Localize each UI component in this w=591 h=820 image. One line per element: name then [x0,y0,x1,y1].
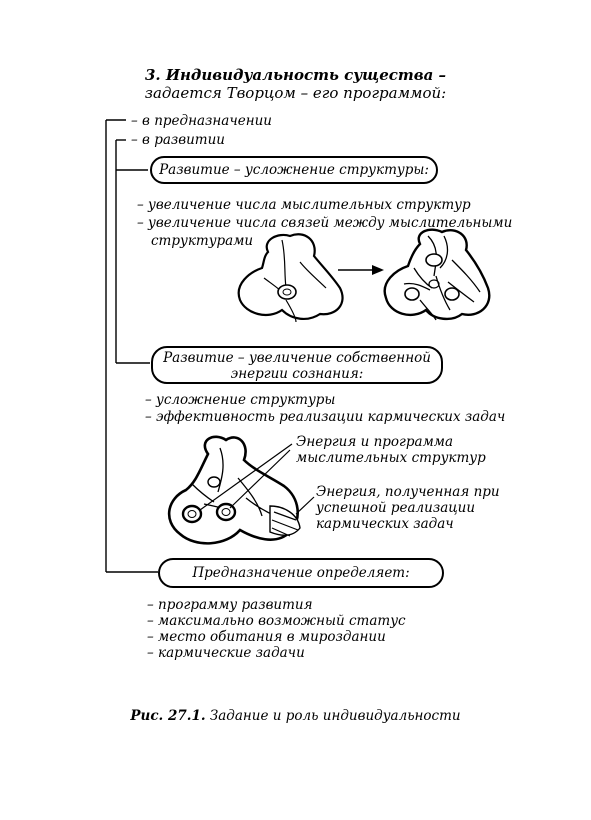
annotation1-line-1: Энергия и программа [296,434,453,450]
brain-energy-drawing [169,437,314,544]
box1-label: Развитие – усложнение структуры: [159,162,429,178]
box-development-structure [150,156,438,184]
development-arrow [338,265,384,275]
box3-item-2: – максимально возможный статус [147,613,406,629]
box3-item-3: – место обитания в мироздании [147,629,386,645]
title-line-2: задается Творцом – его программой: [144,84,447,102]
annotation1-line-2: мыслительных структур [296,450,486,466]
brain-complex-drawing [385,230,490,320]
figure-caption [0,708,591,724]
box3-item-4: – кармические задачи [147,645,305,661]
box3-item-1: – программу развития [147,597,313,613]
box1-item-2-cont: структурами [151,233,254,249]
annotation2-line-1: Энергия, полученная при [316,484,500,500]
annotation-karmic-energy [316,484,500,532]
annotation-energy-program [296,434,486,466]
title-line-1: 3. Индивидуальность существа – [144,66,447,84]
box1-item-1: – увеличение числа мыслительных структур [137,197,471,213]
top-item-development: – в развитии [131,132,225,148]
box-development-energy [151,346,443,384]
box1-item-2: – увеличение числа связей между мыслительными [137,215,513,231]
caption-text: Задание и роль индивидуальности [209,708,461,724]
box3-label: Предназначение определяет: [192,565,410,581]
box2-line-1: Развитие – увеличение собственной [163,350,431,366]
box2-item-2: – эффективность реализации кармических задач [145,409,506,425]
box2-line-2: энергии сознания: [230,366,364,382]
box-destiny-determines [158,558,444,588]
top-item-destiny: – в предназначении [131,113,272,129]
caption-figure-number: Рис. 27.1. [130,708,206,724]
box2-item-1: – усложнение структуры [145,392,336,408]
annotation2-line-3: кармических задач [316,516,454,532]
brain-simple-drawing [239,234,343,322]
tree-bracket [106,120,158,572]
annotation2-line-2: успешной реализации [316,500,476,516]
